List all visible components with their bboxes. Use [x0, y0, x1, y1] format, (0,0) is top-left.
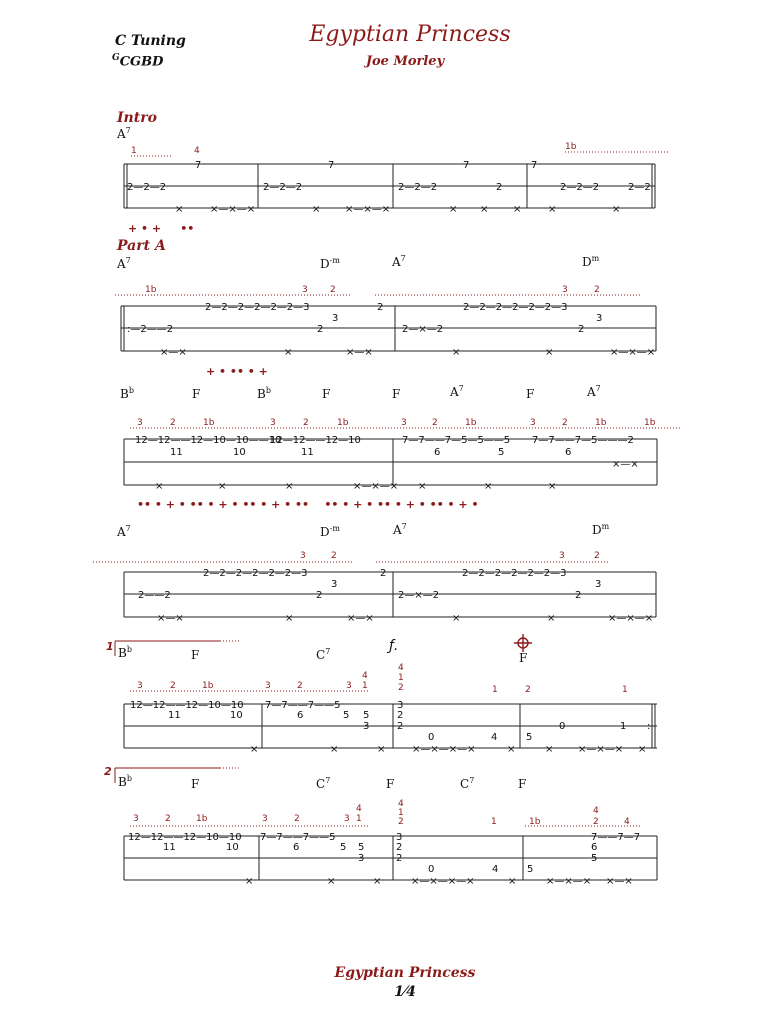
svg-text:7—7——7—5———2: 7—7——7—5———2	[532, 435, 634, 446]
svg-text:3: 3	[363, 721, 370, 732]
svg-text:4: 4	[624, 817, 630, 827]
svg-text:3: 3	[270, 418, 276, 428]
svg-text:×: ×	[312, 204, 321, 215]
song-title: Egyptian Princess	[309, 22, 511, 47]
svg-text:×—×—×—×: ×—×—×—×	[412, 744, 476, 755]
section-part-a-label: Part A	[117, 238, 166, 254]
svg-text:×: ×	[508, 876, 517, 887]
svg-text:2: 2	[330, 285, 336, 295]
svg-text:3: 3	[302, 285, 308, 295]
svg-text:2—×—2: 2—×—2	[398, 590, 440, 601]
svg-text::—2——2: :—2——2	[127, 324, 174, 335]
svg-text:1b: 1b	[196, 814, 208, 824]
svg-text:7: 7	[531, 160, 538, 171]
svg-text:×—×—×: ×—×—×	[546, 876, 592, 887]
svg-text:×—×: ×—×	[606, 876, 633, 887]
svg-text:F: F	[518, 777, 527, 791]
svg-text:3: 3	[595, 579, 602, 590]
system-ending-2	[104, 765, 657, 887]
svg-text:0: 0	[428, 732, 435, 743]
svg-text:5: 5	[358, 842, 365, 853]
svg-text:7—7——7—5—5——5: 7—7——7—5—5——5	[402, 435, 511, 446]
svg-text:Bb: $B^b$	[118, 774, 132, 789]
svg-text:2—×—2: 2—×—2	[402, 324, 444, 335]
svg-text:1: 1	[356, 814, 362, 824]
svg-text:1: 1	[622, 685, 628, 695]
svg-text:5: 5	[526, 732, 533, 743]
svg-text:2—2—2—2—2—2—3: 2—2—2—2—2—2—3	[205, 302, 310, 313]
svg-text:3: 3	[262, 814, 268, 824]
svg-text:×—×—×—×: ×—×—×—×	[411, 876, 475, 887]
svg-text:Dm: $D^m$	[582, 254, 600, 269]
svg-text:Dm: $D^m$	[592, 522, 610, 537]
svg-text:2: 2	[297, 681, 303, 691]
svg-text:10: 10	[230, 710, 243, 721]
svg-text:1: 1	[398, 673, 404, 683]
svg-text:4: 4	[492, 864, 499, 875]
svg-text:6: 6	[434, 447, 441, 458]
system-ending-1	[106, 634, 657, 755]
svg-text:3: 3	[344, 814, 350, 824]
svg-text:2: 2	[331, 551, 337, 561]
svg-text:×: ×	[330, 744, 339, 755]
svg-text:7—7——7——5: 7—7——7——5	[265, 700, 341, 711]
svg-text:3: 3	[397, 700, 404, 711]
svg-text:×: ×	[548, 481, 557, 492]
svg-text:11: 11	[168, 710, 181, 721]
svg-text:×: ×	[284, 347, 293, 358]
svg-text:2: 2	[578, 324, 585, 335]
svg-text:2: 2	[398, 683, 404, 693]
system-intro	[116, 126, 670, 235]
svg-text:2—2—2: 2—2—2	[398, 182, 438, 193]
svg-text:1b: 1b	[595, 418, 607, 428]
svg-text:1b: 1b	[337, 418, 349, 428]
svg-text:×: ×	[373, 876, 382, 887]
svg-text:Bb: $B^b$	[120, 386, 134, 401]
tuning-drone-note: G	[112, 53, 120, 63]
svg-text:3: 3	[562, 285, 568, 295]
svg-text:7: 7	[195, 160, 202, 171]
svg-text:1b: 1b	[145, 285, 157, 295]
svg-text:2—2—2: 2—2—2	[127, 182, 167, 193]
svg-text:2: 2	[397, 710, 404, 721]
svg-text:×: ×	[452, 347, 461, 358]
svg-text:2: 2	[525, 685, 531, 695]
svg-text:4: 4	[356, 804, 362, 814]
svg-text:C7: $C^7$	[316, 647, 331, 662]
svg-text:×: ×	[545, 744, 554, 755]
page-number: 1⁄4	[394, 984, 416, 1000]
svg-text:3: 3	[559, 551, 565, 561]
svg-text:F: F	[191, 648, 200, 662]
system-3	[120, 384, 680, 511]
svg-text:×—×: ×—×	[346, 347, 373, 358]
svg-text:2: 2	[396, 853, 403, 864]
svg-text:2: 2	[377, 302, 384, 313]
svg-text:×—×: ×—×	[157, 613, 184, 624]
svg-text:3: 3	[596, 313, 603, 324]
svg-text:2: 2	[303, 418, 309, 428]
svg-text:3: 3	[331, 579, 338, 590]
svg-text:×—×—×: ×—×—×	[610, 347, 656, 358]
svg-text::: :	[647, 721, 651, 732]
svg-text:×—×: ×—×	[347, 613, 374, 624]
svg-text:5: 5	[591, 853, 598, 864]
svg-text:3: 3	[265, 681, 271, 691]
svg-text:11: 11	[163, 842, 176, 853]
svg-text:1b: 1b	[202, 681, 214, 691]
svg-text:6: 6	[565, 447, 572, 458]
footer-title: Egyptian Princess	[334, 965, 476, 981]
svg-text:3: 3	[300, 551, 306, 561]
svg-text:F: F	[191, 777, 200, 791]
ending-2-marker: 2	[104, 765, 112, 778]
svg-text:A7: $A^7$	[117, 256, 131, 271]
tuning-label: C Tuning	[115, 33, 186, 49]
svg-text:2—2—2: 2—2—2	[560, 182, 600, 193]
svg-text:5: 5	[363, 710, 370, 721]
svg-text:×: ×	[245, 876, 254, 887]
svg-text:A7: $A^7$	[392, 254, 406, 269]
svg-text:2: 2	[594, 285, 600, 295]
svg-text:×: ×	[507, 744, 516, 755]
svg-text:×—×—×: ×—×—×	[210, 204, 256, 215]
svg-text:×—×—×: ×—×—×	[345, 204, 391, 215]
svg-text:×: ×	[545, 347, 554, 358]
svg-text:11: 11	[301, 447, 314, 458]
svg-text:2: 2	[316, 590, 323, 601]
svg-text:×: ×	[377, 744, 386, 755]
svg-text:2—2—2—2—2—2—3: 2—2—2—2—2—2—3	[203, 568, 308, 579]
svg-text:6: 6	[297, 710, 304, 721]
svg-text:×: ×	[513, 204, 522, 215]
svg-text:×: ×	[612, 204, 621, 215]
svg-text:2: 2	[562, 418, 568, 428]
svg-text:5: 5	[340, 842, 347, 853]
svg-text:2: 2	[380, 568, 387, 579]
svg-text:4: 4	[398, 799, 404, 809]
system-part-a	[115, 254, 656, 378]
svg-text:Bb: $B^b$	[257, 386, 271, 401]
svg-text:×—×—×: ×—×—×	[608, 613, 654, 624]
svg-text:F: F	[322, 387, 331, 401]
svg-text:F: F	[526, 387, 535, 401]
svg-text:4: 4	[491, 732, 498, 743]
svg-text:10: 10	[233, 447, 246, 458]
svg-text:12—12——12—10—10: 12—12——12—10—10	[130, 700, 244, 711]
ending-1-marker: 1	[106, 640, 114, 653]
svg-text:3: 3	[396, 832, 403, 843]
svg-text:3: 3	[137, 681, 143, 691]
svg-text:0: 0	[559, 721, 566, 732]
svg-text:×: ×	[285, 613, 294, 624]
svg-text:2: 2	[170, 681, 176, 691]
svg-text:×: ×	[638, 744, 647, 755]
svg-text:3: 3	[358, 853, 365, 864]
svg-text:×: ×	[452, 613, 461, 624]
svg-text:6: 6	[293, 842, 300, 853]
svg-text:10: 10	[226, 842, 239, 853]
svg-text:2: 2	[575, 590, 582, 601]
svg-text:×—×—×: ×—×—×	[353, 481, 399, 492]
svg-text:A7: $A^7$	[117, 524, 131, 539]
svg-text:3: 3	[137, 418, 143, 428]
svg-text:3: 3	[401, 418, 407, 428]
svg-text:F: F	[192, 387, 201, 401]
svg-text:×: ×	[155, 481, 164, 492]
svg-text:6: 6	[591, 842, 598, 853]
svg-text:×: ×	[449, 204, 458, 215]
svg-text:5: 5	[343, 710, 350, 721]
svg-text:×: ×	[480, 204, 489, 215]
svg-text:5: 5	[527, 864, 534, 875]
svg-text:2: 2	[496, 182, 503, 193]
svg-text:2: 2	[397, 721, 404, 732]
chord-symbol: $A^7$	[117, 126, 131, 141]
svg-text:•• • + • •• • + • •• • + • ••: •• • + • •• • + • •• • + • •• •• • + • •• • + • •• • + •	[137, 498, 479, 511]
svg-text:C7: $C^7$	[316, 776, 331, 791]
svg-text:2: 2	[396, 842, 403, 853]
svg-text:2——2: 2——2	[138, 590, 171, 601]
finger-number: 1	[131, 146, 137, 156]
svg-text:D-m: $D^{-m}$	[320, 256, 340, 271]
svg-text:1: 1	[362, 681, 368, 691]
svg-text:1: 1	[398, 808, 404, 818]
svg-text:2: 2	[294, 814, 300, 824]
svg-text:×: ×	[327, 876, 336, 887]
svg-text:A7: $A^7$	[587, 384, 601, 399]
svg-text:2—2—2: 2—2—2	[263, 182, 303, 193]
svg-text:7——7—7: 7——7—7	[591, 832, 641, 843]
dynamic-mark: ƒ.	[389, 638, 399, 654]
svg-text:3: 3	[332, 313, 339, 324]
svg-text:3: 3	[133, 814, 139, 824]
svg-text:1b: 1b	[529, 817, 541, 827]
coda-symbol	[514, 634, 532, 652]
svg-text:1: 1	[620, 721, 627, 732]
svg-text:×—×: ×—×	[612, 459, 639, 470]
svg-text:12—12——12—10: 12—12——12—10	[270, 435, 361, 446]
svg-text:2—2: 2—2	[628, 182, 651, 193]
svg-text:2—2—2—2—2—2—3: 2—2—2—2—2—2—3	[463, 302, 568, 313]
svg-text:2: 2	[165, 814, 171, 824]
svg-text:1b: 1b	[644, 418, 656, 428]
svg-text:×—×—×: ×—×—×	[578, 744, 624, 755]
svg-text:A7: $A^7$	[450, 384, 464, 399]
svg-text:1b: 1b	[465, 418, 477, 428]
svg-text:2: 2	[317, 324, 324, 335]
finger-number: 4	[194, 146, 200, 156]
svg-text:1: 1	[492, 685, 498, 695]
svg-text:×: ×	[250, 744, 259, 755]
svg-text:D-m: $D^{-m}$	[320, 524, 340, 539]
svg-text:4: 4	[593, 806, 599, 816]
section-intro-label: Intro	[117, 110, 157, 126]
svg-text:11: 11	[170, 447, 183, 458]
svg-text:4: 4	[398, 663, 404, 673]
svg-text:C7: $C^7$	[460, 776, 475, 791]
finger-number: 1b	[565, 142, 577, 152]
svg-text:×: ×	[547, 613, 556, 624]
svg-text:×: ×	[548, 204, 557, 215]
svg-text:2: 2	[170, 418, 176, 428]
svg-text:7: 7	[463, 160, 470, 171]
svg-text:4: 4	[362, 671, 368, 681]
svg-text:+ • •• • +: + • •• • +	[206, 365, 268, 378]
svg-text:7—7——7——5: 7—7——7——5	[260, 832, 336, 843]
svg-text:×: ×	[484, 481, 493, 492]
svg-text:×: ×	[418, 481, 427, 492]
system-4	[93, 522, 656, 624]
svg-text:F: F	[386, 777, 395, 791]
svg-text:F: F	[392, 387, 401, 401]
svg-text:3: 3	[530, 418, 536, 428]
svg-text:×: ×	[175, 204, 184, 215]
svg-text:+ • + ••: + • + ••	[128, 222, 195, 235]
svg-text:12—12——12—10—10——10: 12—12——12—10—10——10	[135, 435, 282, 446]
svg-text:0: 0	[428, 864, 435, 875]
svg-text:7: 7	[328, 160, 335, 171]
svg-text:1: 1	[491, 817, 497, 827]
svg-text:1b: 1b	[203, 418, 215, 428]
svg-text:5: 5	[498, 447, 505, 458]
svg-text:2: 2	[398, 817, 404, 827]
svg-text:×: ×	[218, 481, 227, 492]
svg-text:2: 2	[594, 551, 600, 561]
svg-text:×: ×	[285, 481, 294, 492]
svg-text:3: 3	[346, 681, 352, 691]
svg-text:2: 2	[432, 418, 438, 428]
svg-text:2—2—2—2—2—2—3: 2—2—2—2—2—2—3	[462, 568, 567, 579]
svg-text:2: 2	[593, 817, 599, 827]
composer: Joe Morley	[365, 54, 445, 69]
svg-text:12—12——12—10—10: 12—12——12—10—10	[128, 832, 242, 843]
svg-text:×—×: ×—×	[160, 347, 187, 358]
svg-text:A7: $A^7$	[393, 522, 407, 537]
tuning-string-notes: CGBD	[119, 54, 164, 70]
svg-text:F: F	[519, 651, 528, 665]
svg-text:Bb: $B^b$	[118, 645, 132, 660]
